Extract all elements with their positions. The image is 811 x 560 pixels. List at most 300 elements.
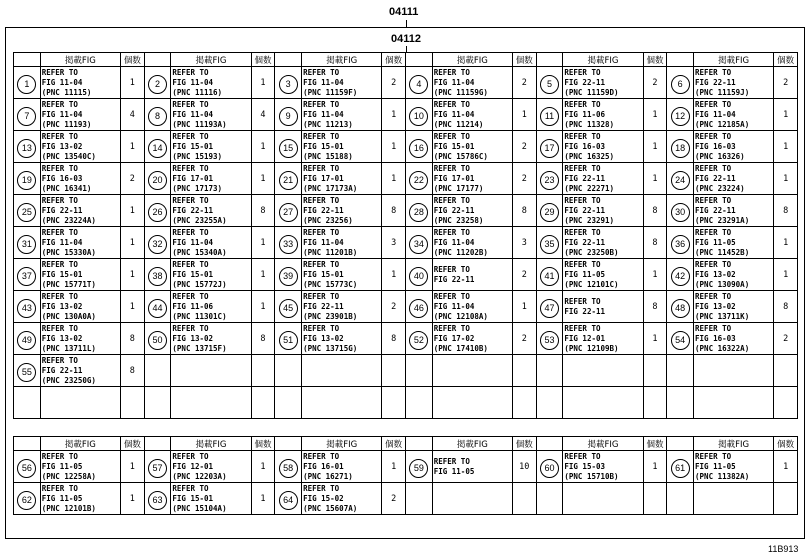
table-row	[14, 99, 798, 131]
part-number-badge: 63	[148, 491, 167, 510]
quantity-cell: 8	[382, 323, 406, 355]
part-number-cell	[144, 67, 171, 99]
reference-cell	[171, 195, 251, 227]
quantity-cell	[774, 483, 798, 515]
reference-line: FIG 11-05	[41, 461, 83, 471]
reference-cell	[432, 67, 512, 99]
table-row	[14, 163, 798, 195]
part-number-cell	[536, 67, 563, 99]
part-number-cell	[667, 483, 694, 515]
reference-cell	[171, 451, 251, 483]
table-row	[14, 259, 798, 291]
reference-cell	[171, 387, 251, 419]
part-number-cell	[667, 195, 694, 227]
reference-cell	[432, 131, 512, 163]
reference-line: (PNC 13715G)	[303, 343, 358, 353]
reference-line: FIG 16-03	[564, 141, 606, 151]
reference-cell	[302, 387, 382, 419]
reference-cell	[694, 323, 774, 355]
reference-line: (PNC 23256)	[303, 215, 353, 225]
reference-line: (PNC 23258)	[433, 215, 484, 225]
part-number-cell	[405, 259, 432, 291]
reference-line: FIG 13-02	[41, 301, 83, 311]
reference-cell	[171, 131, 251, 163]
reference-line: FIG 11-04	[433, 237, 475, 247]
reference-line: FIG 22-11	[564, 173, 606, 183]
header-blank	[14, 53, 41, 67]
reference-cell	[302, 259, 382, 291]
reference-cell	[302, 131, 382, 163]
reference-line: FIG 17-02	[433, 333, 475, 343]
reference-line: FIG 22-11	[433, 205, 475, 215]
quantity-cell: 1	[251, 163, 275, 195]
header-blank	[405, 437, 432, 451]
quantity-cell	[382, 355, 406, 387]
reference-line: (PNC 11159J)	[695, 87, 750, 97]
reference-cell	[432, 483, 512, 515]
reference-line: FIG 15-01	[172, 141, 214, 151]
reference-line: (PNC 17173A)	[303, 183, 358, 193]
reference-line: FIG 11-04	[303, 237, 344, 247]
reference-line: (PNC 13090A)	[695, 279, 750, 289]
part-number-cell	[405, 387, 432, 419]
reference-line: (PNC 15340A)	[172, 247, 227, 257]
reference-line: (PNC 15104A)	[172, 503, 227, 513]
part-number-badge: 46	[409, 299, 428, 318]
part-number-badge: 47	[540, 299, 559, 318]
reference-line: REFER TO	[433, 99, 470, 109]
reference-line: REFER TO	[172, 259, 209, 269]
reference-line: REFER TO	[695, 323, 732, 333]
quantity-cell: 1	[774, 131, 798, 163]
part-number-badge: 30	[671, 203, 690, 222]
quantity-cell: 8	[643, 195, 667, 227]
reference-line: (PNC 13711L)	[41, 343, 96, 353]
part-number-cell	[14, 483, 41, 515]
header-fig: 掲載FIG	[171, 437, 251, 451]
reference-line: (PNC 13715F)	[172, 343, 227, 353]
reference-line: REFER TO	[303, 99, 340, 109]
part-number-cell	[667, 131, 694, 163]
reference-cell	[694, 131, 774, 163]
reference-line: REFER TO	[564, 99, 601, 109]
part-number-cell	[536, 163, 563, 195]
header-qty: 個数	[121, 53, 145, 67]
table-row	[14, 387, 798, 419]
reference-cell	[171, 163, 251, 195]
reference-cell	[694, 163, 774, 195]
header-blank	[275, 437, 302, 451]
reference-cell	[40, 323, 120, 355]
reference-line: (PNC 22271)	[564, 183, 615, 193]
header-blank	[536, 53, 563, 67]
part-number-cell	[405, 451, 432, 483]
part-number-cell	[405, 483, 432, 515]
part-number-badge: 38	[148, 267, 167, 286]
reference-line: REFER TO	[695, 227, 732, 237]
part-number-cell	[536, 323, 563, 355]
top-code: 04111	[389, 6, 419, 18]
quantity-cell	[512, 387, 536, 419]
reference-cell	[40, 355, 120, 387]
reference-line: REFER TO	[433, 67, 470, 77]
table-row	[14, 291, 798, 323]
part-number-badge: 54	[671, 331, 690, 350]
quantity-cell	[643, 387, 667, 419]
reference-cell	[563, 195, 643, 227]
reference-line: (PNC 16341)	[41, 183, 92, 193]
reference-line: REFER TO	[303, 259, 340, 269]
part-number-cell	[536, 99, 563, 131]
part-number-cell	[275, 323, 302, 355]
reference-line: (PNC 130A0A)	[41, 311, 96, 321]
reference-line: (PNC 12101C)	[564, 279, 619, 289]
part-number-badge: 25	[17, 203, 36, 222]
part-number-cell	[667, 323, 694, 355]
quantity-cell	[382, 387, 406, 419]
part-number-badge: 1	[17, 75, 36, 94]
quantity-cell: 3	[512, 227, 536, 259]
reference-line: (PNC 11193)	[41, 119, 92, 129]
header-qty: 個数	[512, 53, 536, 67]
quantity-cell: 1	[251, 451, 275, 483]
reference-line: REFER TO	[695, 131, 732, 141]
reference-line: REFER TO	[41, 259, 78, 269]
quantity-cell: 2	[774, 323, 798, 355]
reference-line: REFER TO	[433, 195, 470, 205]
reference-line: (PNC 17410B)	[433, 343, 488, 353]
part-number-badge: 16	[409, 139, 428, 158]
reference-line: (PNC 15771T)	[41, 279, 96, 289]
part-number-badge: 10	[409, 107, 428, 126]
quantity-cell: 2	[512, 131, 536, 163]
part-number-cell	[144, 99, 171, 131]
reference-line: FIG 11-05	[41, 493, 83, 503]
quantity-cell: 1	[382, 163, 406, 195]
reference-line: REFER TO	[564, 323, 601, 333]
parts-table-main	[13, 52, 798, 419]
reference-cell	[694, 355, 774, 387]
quantity-cell: 2	[643, 67, 667, 99]
reference-cell	[432, 99, 512, 131]
part-number-cell	[405, 323, 432, 355]
reference-line: FIG 13-02	[303, 333, 344, 343]
reference-line: FIG 13-02	[41, 333, 83, 343]
reference-line: REFER TO	[695, 195, 732, 205]
quantity-cell: 8	[774, 195, 798, 227]
part-number-cell	[667, 67, 694, 99]
reference-line: REFER TO	[564, 67, 601, 77]
part-number-cell	[405, 131, 432, 163]
part-number-cell	[536, 131, 563, 163]
quantity-cell	[643, 355, 667, 387]
reference-line: (PNC 11301C)	[172, 311, 227, 321]
quantity-cell: 1	[643, 163, 667, 195]
reference-line: (PNC 11213)	[303, 119, 353, 129]
reference-line: FIG 11-06	[172, 301, 214, 311]
header-fig: 掲載FIG	[40, 53, 120, 67]
part-number-cell	[275, 259, 302, 291]
reference-line: REFER TO	[41, 131, 78, 141]
reference-line: REFER TO	[41, 163, 78, 173]
reference-line: REFER TO	[41, 195, 78, 205]
part-number-cell	[405, 355, 432, 387]
part-number-badge: 53	[540, 331, 559, 350]
reference-cell	[563, 163, 643, 195]
reference-cell	[171, 67, 251, 99]
reference-line: REFER TO	[564, 163, 601, 173]
table-row	[14, 131, 798, 163]
quantity-cell: 1	[121, 291, 145, 323]
quantity-cell: 1	[382, 99, 406, 131]
reference-line: FIG 17-01	[303, 173, 344, 183]
reference-line: FIG 15-01	[41, 269, 83, 279]
part-number-badge: 48	[671, 299, 690, 318]
reference-line: (PNC 13540C)	[41, 151, 96, 161]
part-number-cell	[667, 227, 694, 259]
reference-line: REFER TO	[695, 99, 732, 109]
part-number-badge: 13	[17, 139, 36, 158]
reference-line: (PNC 16322A)	[695, 343, 750, 353]
reference-line: FIG 15-01	[303, 141, 344, 151]
quantity-cell	[643, 483, 667, 515]
part-number-badge: 60	[540, 459, 559, 478]
reference-cell	[171, 227, 251, 259]
reference-line: REFER TO	[433, 163, 470, 173]
header-fig: 掲載FIG	[40, 437, 120, 451]
quantity-cell: 8	[121, 323, 145, 355]
reference-line: REFER TO	[172, 195, 209, 205]
reference-line: REFER TO	[172, 99, 209, 109]
reference-cell	[694, 387, 774, 419]
quantity-cell: 8	[251, 195, 275, 227]
quantity-cell: 1	[121, 259, 145, 291]
reference-line: FIG 17-01	[433, 173, 475, 183]
quantity-cell	[774, 355, 798, 387]
reference-cell	[40, 483, 120, 515]
reference-line: FIG 11-05	[564, 269, 606, 279]
header-blank	[144, 437, 171, 451]
reference-line: REFER TO	[564, 451, 601, 461]
part-number-badge: 39	[279, 267, 298, 286]
part-number-badge: 28	[409, 203, 428, 222]
quantity-cell: 8	[251, 323, 275, 355]
part-number-cell	[14, 67, 41, 99]
reference-line: FIG 11-05	[695, 237, 736, 247]
header-fig: 掲載FIG	[432, 437, 512, 451]
table-row	[14, 67, 798, 99]
reference-line: (PNC 15330A)	[41, 247, 96, 257]
reference-cell	[694, 483, 774, 515]
quantity-cell: 1	[643, 451, 667, 483]
quantity-cell	[512, 355, 536, 387]
header-qty: 個数	[774, 437, 798, 451]
reference-line: REFER TO	[172, 291, 209, 301]
part-number-badge: 24	[671, 171, 690, 190]
reference-cell	[171, 291, 251, 323]
quantity-cell: 1	[774, 227, 798, 259]
reference-cell	[432, 195, 512, 227]
part-number-badge: 52	[409, 331, 428, 350]
reference-line: FIG 13-02	[41, 141, 83, 151]
reference-cell	[40, 451, 120, 483]
header-blank	[536, 437, 563, 451]
quantity-cell: 1	[121, 131, 145, 163]
reference-cell	[302, 291, 382, 323]
header-fig: 掲載FIG	[563, 437, 643, 451]
reference-line: REFER TO	[433, 323, 470, 333]
part-number-cell	[536, 227, 563, 259]
reference-cell	[171, 355, 251, 387]
reference-line: FIG 22-11	[433, 274, 475, 284]
header-blank	[667, 53, 694, 67]
reference-line: (PNC 23291)	[564, 215, 615, 225]
part-number-cell	[14, 355, 41, 387]
reference-line: REFER TO	[303, 163, 340, 173]
reference-cell	[40, 131, 120, 163]
sub-code: 04112	[391, 33, 421, 45]
reference-line: (PNC 16325)	[564, 151, 615, 161]
part-number-badge: 12	[671, 107, 690, 126]
reference-line: REFER TO	[172, 483, 209, 493]
quantity-cell: 1	[643, 259, 667, 291]
reference-cell	[694, 67, 774, 99]
reference-line: FIG 13-02	[172, 333, 214, 343]
part-number-badge: 61	[671, 459, 690, 478]
part-number-cell	[14, 291, 41, 323]
quantity-cell: 1	[774, 259, 798, 291]
part-number-cell	[14, 195, 41, 227]
reference-line: REFER TO	[564, 195, 601, 205]
reference-line: (PNC 11159G)	[433, 87, 488, 97]
reference-line: FIG 12-01	[564, 333, 606, 343]
quantity-cell: 2	[774, 67, 798, 99]
reference-line: FIG 16-03	[695, 333, 736, 343]
quantity-cell: 2	[121, 163, 145, 195]
reference-cell	[563, 259, 643, 291]
quantity-cell: 8	[643, 291, 667, 323]
reference-line: REFER TO	[433, 227, 470, 237]
reference-line: REFER TO	[172, 131, 209, 141]
reference-cell	[40, 67, 120, 99]
part-number-cell	[405, 163, 432, 195]
part-number-badge: 15	[279, 139, 298, 158]
reference-line: REFER TO	[564, 131, 601, 141]
part-number-badge: 9	[279, 107, 298, 126]
reference-line: FIG 16-01	[303, 461, 344, 471]
part-number-badge: 32	[148, 235, 167, 254]
top-code-leader	[406, 20, 407, 27]
reference-cell	[171, 323, 251, 355]
part-number-cell	[536, 483, 563, 515]
quantity-cell: 2	[382, 67, 406, 99]
reference-line: REFER TO	[433, 131, 470, 141]
reference-cell	[432, 387, 512, 419]
header-qty: 個数	[643, 437, 667, 451]
reference-cell	[694, 99, 774, 131]
header-qty: 個数	[774, 53, 798, 67]
reference-line: REFER TO	[41, 99, 78, 109]
part-number-cell	[14, 259, 41, 291]
quantity-cell: 8	[774, 291, 798, 323]
part-number-cell	[275, 163, 302, 195]
part-number-badge: 7	[17, 107, 36, 126]
header-fig: 掲載FIG	[302, 53, 382, 67]
header-blank	[405, 53, 432, 67]
reference-line: REFER TO	[564, 296, 601, 306]
reference-line: (PNC 23250G)	[41, 375, 96, 385]
header-blank	[14, 437, 41, 451]
part-number-badge: 58	[279, 459, 298, 478]
part-number-badge: 44	[148, 299, 167, 318]
part-number-cell	[14, 227, 41, 259]
reference-cell	[302, 67, 382, 99]
reference-line: (PNC 11159F)	[303, 87, 358, 97]
part-number-cell	[14, 387, 41, 419]
header-qty: 個数	[382, 53, 406, 67]
reference-cell	[432, 227, 512, 259]
quantity-cell: 8	[382, 195, 406, 227]
reference-line: (PNC 16271)	[303, 471, 353, 481]
header-fig: 掲載FIG	[432, 53, 512, 67]
part-number-cell	[275, 67, 302, 99]
reference-cell	[302, 451, 382, 483]
reference-line: FIG 22-11	[303, 205, 344, 215]
reference-line: FIG 15-01	[433, 141, 475, 151]
part-number-badge: 33	[279, 235, 298, 254]
part-number-badge: 57	[148, 459, 167, 478]
reference-line: REFER TO	[303, 291, 340, 301]
reference-cell	[302, 355, 382, 387]
reference-line: (PNC 15773C)	[303, 279, 358, 289]
quantity-cell: 1	[251, 67, 275, 99]
reference-cell	[432, 355, 512, 387]
part-number-badge: 42	[671, 267, 690, 286]
quantity-cell: 1	[774, 99, 798, 131]
reference-cell	[40, 387, 120, 419]
reference-cell	[563, 67, 643, 99]
reference-line: (PNC 11201B)	[303, 247, 358, 257]
part-number-cell	[536, 195, 563, 227]
reference-line: FIG 11-04	[303, 77, 344, 87]
quantity-cell: 2	[512, 67, 536, 99]
quantity-cell	[251, 387, 275, 419]
reference-line: FIG 22-11	[564, 306, 606, 316]
part-number-cell	[144, 451, 171, 483]
part-number-badge: 34	[409, 235, 428, 254]
part-number-cell	[144, 227, 171, 259]
reference-line: FIG 15-01	[172, 269, 214, 279]
reference-cell	[563, 323, 643, 355]
part-number-cell	[405, 67, 432, 99]
quantity-cell: 1	[251, 483, 275, 515]
part-number-badge: 22	[409, 171, 428, 190]
reference-line: FIG 11-05	[433, 466, 475, 476]
part-number-cell	[536, 291, 563, 323]
quantity-cell: 1	[512, 99, 536, 131]
part-number-cell	[405, 99, 432, 131]
quantity-cell: 1	[121, 483, 145, 515]
reference-line: FIG 15-03	[564, 461, 606, 471]
part-number-badge: 2	[148, 75, 167, 94]
header-blank	[144, 53, 171, 67]
part-number-cell	[144, 323, 171, 355]
quantity-cell: 4	[251, 99, 275, 131]
part-number-badge: 17	[540, 139, 559, 158]
quantity-cell: 1	[382, 451, 406, 483]
part-number-cell	[667, 259, 694, 291]
reference-line: (PNC 12258A)	[41, 471, 96, 481]
